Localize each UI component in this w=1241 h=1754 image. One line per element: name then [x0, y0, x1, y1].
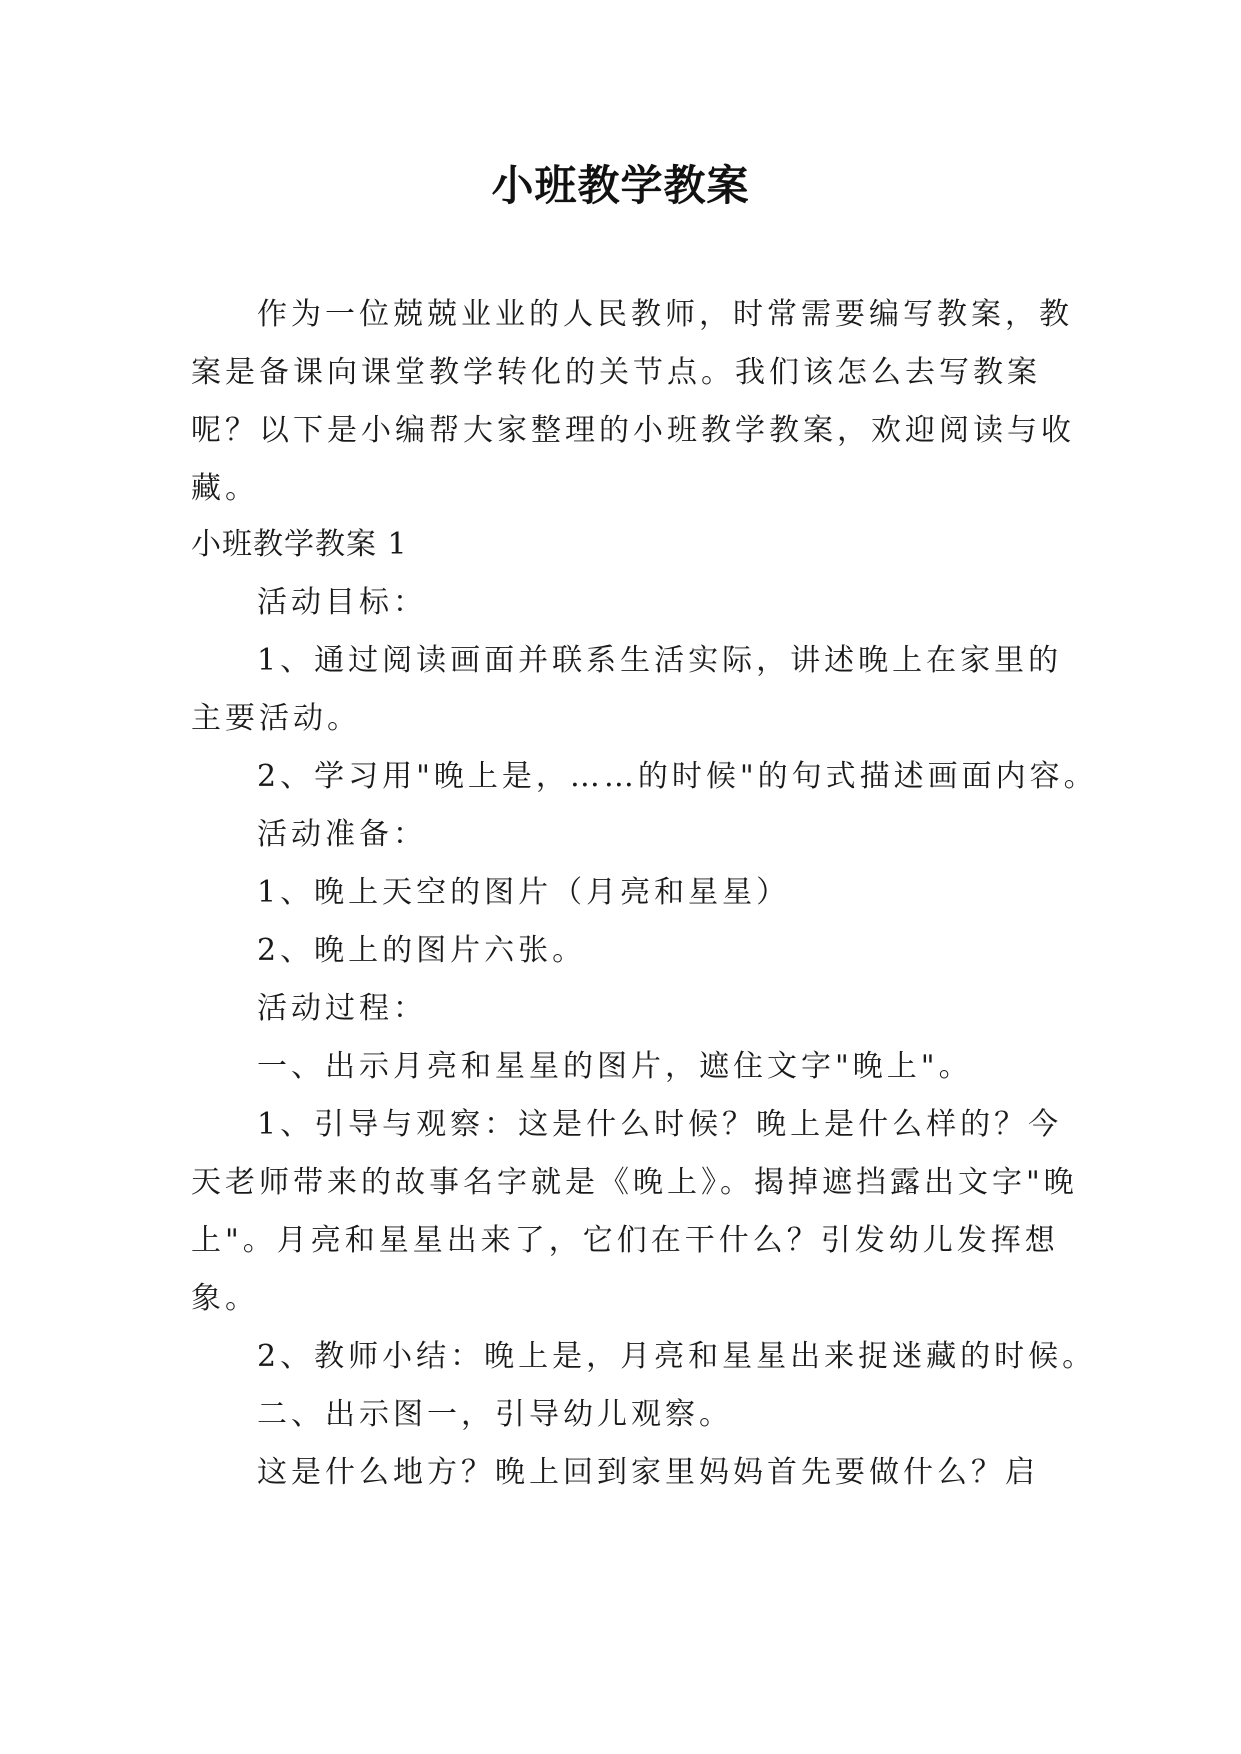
body-line: 象。 — [191, 1281, 259, 1316]
body-line: 1、晚上天空的图片（月亮和星星） — [257, 875, 791, 910]
body-line: 主要活动。 — [191, 701, 361, 736]
body-line: 上"。月亮和星星出来了，它们在干什么？引发幼儿发挥想 — [191, 1223, 1059, 1258]
document-title: 小班教学教案 — [491, 161, 750, 210]
lesson-plan-body — [191, 516, 1098, 1502]
body-line: 1、通过阅读画面并联系生活实际，讲述晚上在家里的 — [257, 643, 1063, 678]
body-line: 这是什么地方？晚上回到家里妈妈首先要做什么？启 — [257, 1455, 1039, 1490]
body-line: 2、学习用"晚上是，……的时候"的句式描述画面内容。 — [257, 759, 1098, 794]
intro-line: 藏。 — [191, 471, 259, 506]
body-line: 2、晚上的图片六张。 — [257, 933, 587, 968]
body-line: 1、引导与观察：这是什么时候？晚上是什么样的？今 — [257, 1107, 1063, 1142]
body-line: 一、出示月亮和星星的图片，遮住文字"晚上"。 — [257, 1049, 973, 1084]
intro-line: 作为一位兢兢业业的人民教师，时常需要编写教案，教 — [257, 297, 1073, 332]
intro-line: 呢？以下是小编帮大家整理的小班教学教案，欢迎阅读与收 — [191, 413, 1075, 448]
intro-paragraph — [191, 286, 1075, 518]
intro-line: 案是备课向课堂教学转化的关节点。我们该怎么去写教案 — [191, 355, 1041, 390]
body-line: 活动过程： — [257, 991, 427, 1026]
body-line: 活动目标： — [257, 585, 427, 620]
body-line: 天老师带来的故事名字就是《晚上》。揭掉遮挡露出文字"晚 — [191, 1165, 1078, 1200]
section-heading: 小班教学教案 1 — [191, 527, 408, 562]
body-line: 二、出示图一，引导幼儿观察。 — [257, 1397, 733, 1432]
body-line: 活动准备： — [257, 817, 427, 852]
body-line: 2、教师小结：晚上是，月亮和星星出来捉迷藏的时候。 — [257, 1339, 1097, 1374]
